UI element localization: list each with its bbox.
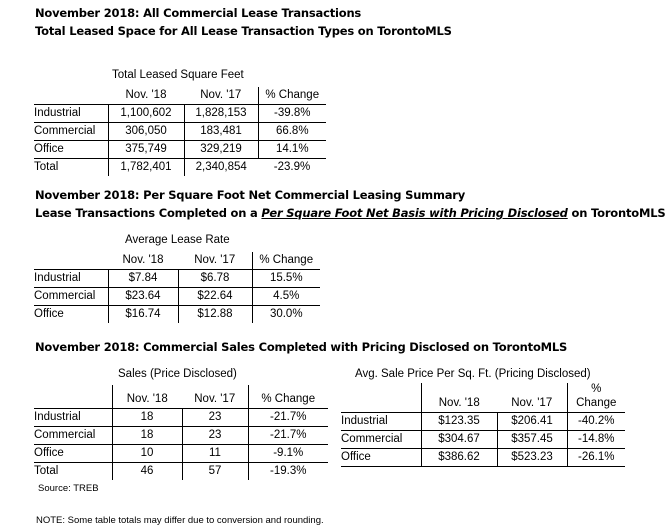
cell-change: -21.7%	[248, 409, 328, 427]
lease-rate-table	[34, 252, 320, 323]
row-label: Commercial	[34, 288, 108, 306]
table-row	[34, 141, 326, 159]
cell-nov17: 11	[182, 445, 248, 463]
header-change: Change	[567, 395, 625, 413]
header-change: % Change	[258, 87, 326, 105]
table-row	[34, 409, 328, 427]
sale-price-table	[341, 383, 625, 467]
cell-change: -14.8%	[567, 431, 625, 449]
row-label: Office	[34, 445, 112, 463]
table-row	[34, 105, 326, 123]
cell-change: -23.9%	[273, 161, 311, 173]
table-header-row	[34, 391, 328, 409]
header-change: % Change	[248, 391, 328, 409]
sales-table-caption: Sales (Price Disclosed)	[118, 368, 237, 380]
cell-nov18: 1,782,401	[108, 159, 184, 177]
table-row	[34, 306, 320, 324]
table-header-row-top	[341, 383, 625, 395]
cell-nov17: 2,340,854	[184, 159, 258, 177]
table-header-row	[341, 395, 625, 413]
cell-nov17: $22.64	[178, 288, 252, 306]
cell-nov17: 23	[182, 427, 248, 445]
cell-nov17: 1,828,153	[184, 105, 258, 123]
row-label: Office	[34, 308, 64, 320]
cell-nov17: $12.88	[178, 306, 252, 324]
section2-table-caption: Average Lease Rate	[125, 234, 230, 246]
cell-nov17: 23	[182, 409, 248, 427]
row-label: Total	[34, 465, 59, 477]
row-label: Industrial	[341, 413, 421, 431]
header-nov18: Nov. '18	[421, 395, 497, 413]
cell-nov18: $386.62	[421, 449, 497, 467]
cell-nov17: 183,481	[184, 123, 258, 141]
source-note: Source: TREB	[38, 483, 99, 494]
cell-change: 66.8%	[258, 123, 326, 141]
section2-subtitle	[35, 206, 665, 220]
cell-nov18: 375,749	[108, 141, 184, 159]
cell-nov18: 18	[112, 427, 182, 445]
cell-nov18: 46	[112, 463, 182, 481]
section1-table-caption: Total Leased Square Feet	[112, 69, 244, 81]
price-table-caption: Avg. Sale Price Per Sq. Ft. (Pricing Disclosed)	[355, 368, 591, 380]
row-label: Total	[34, 161, 59, 173]
footnote: NOTE: Some table totals may differ due to conversion and rounding.	[36, 515, 324, 526]
header-nov18: Nov. '18	[108, 87, 184, 105]
table-header-row	[34, 87, 326, 105]
table-row	[34, 123, 326, 141]
cell-change: -40.2%	[567, 413, 625, 431]
table-row-total	[34, 463, 328, 481]
cell-change: 15.5%	[252, 270, 320, 288]
row-label: Office	[34, 141, 108, 159]
header-nov18: Nov. '18	[108, 252, 178, 270]
row-label: Commercial	[341, 431, 421, 449]
header-nov17: Nov. '17	[178, 252, 252, 270]
table-row-total	[34, 159, 326, 177]
table-row	[341, 413, 625, 431]
table-row	[34, 270, 320, 288]
row-label: Industrial	[34, 409, 112, 427]
header-nov17: Nov. '17	[182, 391, 248, 409]
cell-nov17: $206.41	[497, 413, 567, 431]
cell-nov18: $23.64	[108, 288, 178, 306]
table-row	[34, 427, 328, 445]
cell-nov18: 306,050	[108, 123, 184, 141]
section2-subtitle-pre: Lease Transactions Completed on a	[35, 206, 262, 220]
header-change: % Change	[252, 252, 320, 270]
row-label: Industrial	[34, 270, 108, 288]
cell-change: 4.5%	[252, 288, 320, 306]
row-label: Commercial	[34, 123, 108, 141]
cell-nov18: $16.74	[108, 306, 178, 324]
table-header-row	[34, 252, 320, 270]
table-row	[341, 431, 625, 449]
cell-nov18: 10	[112, 445, 182, 463]
section3-title: November 2018: Commercial Sales Completed with Pricing Disclosed on TorontoMLS	[35, 340, 568, 354]
cell-nov18: $304.67	[421, 431, 497, 449]
row-label: Office	[341, 449, 421, 467]
cell-nov18: $123.35	[421, 413, 497, 431]
section2-title: November 2018: Per Square Foot Net Commercial Leasing Summary	[35, 188, 466, 202]
sales-table	[34, 385, 328, 480]
cell-nov17: $357.45	[497, 431, 567, 449]
cell-nov17: $6.78	[178, 270, 252, 288]
section1-subtitle: Total Leased Space for All Lease Transaction Types on TorontoMLS	[35, 24, 452, 38]
cell-nov18: 18	[112, 409, 182, 427]
table-row	[341, 449, 625, 467]
cell-change: -21.7%	[248, 427, 328, 445]
header-change-symbol: %	[567, 383, 625, 395]
cell-nov18: $7.84	[108, 270, 178, 288]
section1-title: November 2018: All Commercial Lease Transactions	[35, 6, 362, 20]
cell-change: -9.1%	[248, 445, 328, 463]
cell-nov17: $523.23	[497, 449, 567, 467]
header-nov18: Nov. '18	[112, 391, 182, 409]
row-label: Commercial	[34, 427, 112, 445]
cell-nov17: 57	[182, 463, 248, 481]
table-row	[34, 445, 328, 463]
cell-change: 30.0%	[252, 306, 320, 324]
cell-nov17: 329,219	[184, 141, 258, 159]
cell-nov18: 1,100,602	[108, 105, 184, 123]
row-label: Industrial	[34, 105, 108, 123]
header-nov17: Nov. '17	[184, 87, 258, 105]
cell-change: -39.8%	[258, 105, 326, 123]
section2-subtitle-emphasis: Per Square Foot Net Basis with Pricing Disclosed	[261, 206, 568, 220]
cell-change: -19.3%	[248, 463, 328, 481]
table-row	[34, 288, 320, 306]
cell-change: 14.1%	[258, 141, 326, 159]
leased-space-table	[34, 87, 326, 176]
section2-subtitle-post: on TorontoMLS	[567, 206, 665, 220]
cell-change: -26.1%	[567, 449, 625, 467]
header-nov17: Nov. '17	[497, 395, 567, 413]
